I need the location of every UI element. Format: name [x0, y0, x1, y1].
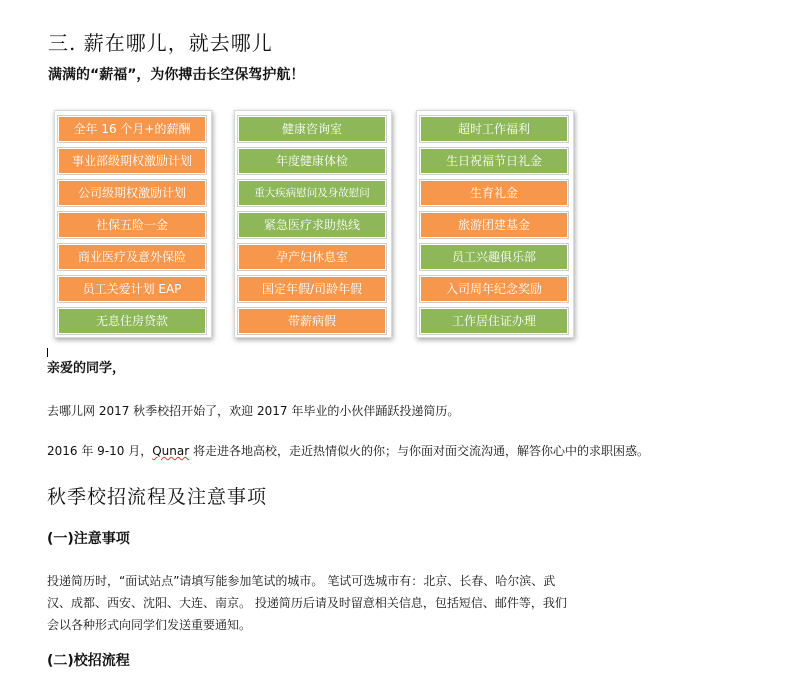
- benefit-cell: 健康咨询室: [238, 116, 386, 142]
- benefit-cell: 生育礼金: [420, 180, 568, 206]
- benefit-cell: 员工兴趣俱乐部: [420, 244, 568, 270]
- benefit-cell: 带薪病假: [238, 308, 386, 334]
- benefit-cell: 年度健康体检: [238, 148, 386, 174]
- benefit-cell: 旅游团建基金: [420, 212, 568, 238]
- benefit-cell: 入司周年纪念奖励: [420, 276, 568, 302]
- notes-paragraph: [47, 570, 667, 636]
- benefit-cell: 事业部级期权激励计划: [58, 148, 206, 174]
- section-subheading: 满满的“薪福”，为你搏击长空保驾护航！: [48, 67, 305, 83]
- spellcheck-flagged-word[interactable]: Qunar: [152, 444, 190, 458]
- intro-paragraph: 去哪儿网 2017 秋季校招开始了，欢迎 2017 年毕业的小伙伴踊跃投递简历。: [47, 404, 460, 418]
- text-cursor: [47, 348, 48, 357]
- notes-line: 会以各种形式向同学们发送重要通知。: [47, 618, 252, 632]
- benefit-cell: 生日祝福节日礼金: [420, 148, 568, 174]
- notes-subtitle: (一)注意事项: [47, 531, 130, 547]
- benefit-cell: 超时工作福利: [420, 116, 568, 142]
- benefit-cell: 无息住房贷款: [58, 308, 206, 334]
- benefit-cell: 公司级期权激励计划: [58, 180, 206, 206]
- schedule-paragraph: [47, 442, 649, 459]
- benefit-cell: 重大疾病慰问及身故慰问: [238, 180, 386, 206]
- benefits-column-3: [416, 110, 574, 338]
- benefit-cell: 国定年假/司龄年假: [238, 276, 386, 302]
- benefits-column-1: [54, 110, 212, 338]
- schedule-date: 2016 年 9-10 月，: [47, 444, 153, 458]
- benefit-cell: 孕产妇休息室: [238, 244, 386, 270]
- greeting: 亲爱的同学，: [47, 361, 126, 376]
- benefits-column-2: [234, 110, 392, 338]
- benefit-cell: 员工关爱计划 EAP: [58, 276, 206, 302]
- schedule-rest: 将走进各地高校，走近热情似火的你；与你面对面交流沟通，解答你心中的求职困惑。: [189, 444, 649, 458]
- process-subtitle: (二)校招流程: [47, 653, 130, 669]
- recruitment-section-title: 秋季校招流程及注意事项: [47, 486, 268, 508]
- benefit-cell: 商业医疗及意外保险: [58, 244, 206, 270]
- benefit-cell: 工作居住证办理: [420, 308, 568, 334]
- benefit-cell: 全年 16 个月+的薪酬: [58, 116, 206, 142]
- notes-line: 投递简历时，“面试站点”请填写能参加笔试的城市。 笔试可选城市有：北京、长春、哈尔滨、武: [47, 574, 556, 588]
- section-heading: 三. 薪在哪儿，就去哪儿: [48, 31, 273, 55]
- benefit-cell: 社保五险一金: [58, 212, 206, 238]
- benefit-cell: 紧急医疗求助热线: [238, 212, 386, 238]
- notes-line: 汉、成都、西安、沈阳、大连、南京。 投递简历后请及时留意相关信息，包括短信、邮件等，我们: [47, 596, 567, 610]
